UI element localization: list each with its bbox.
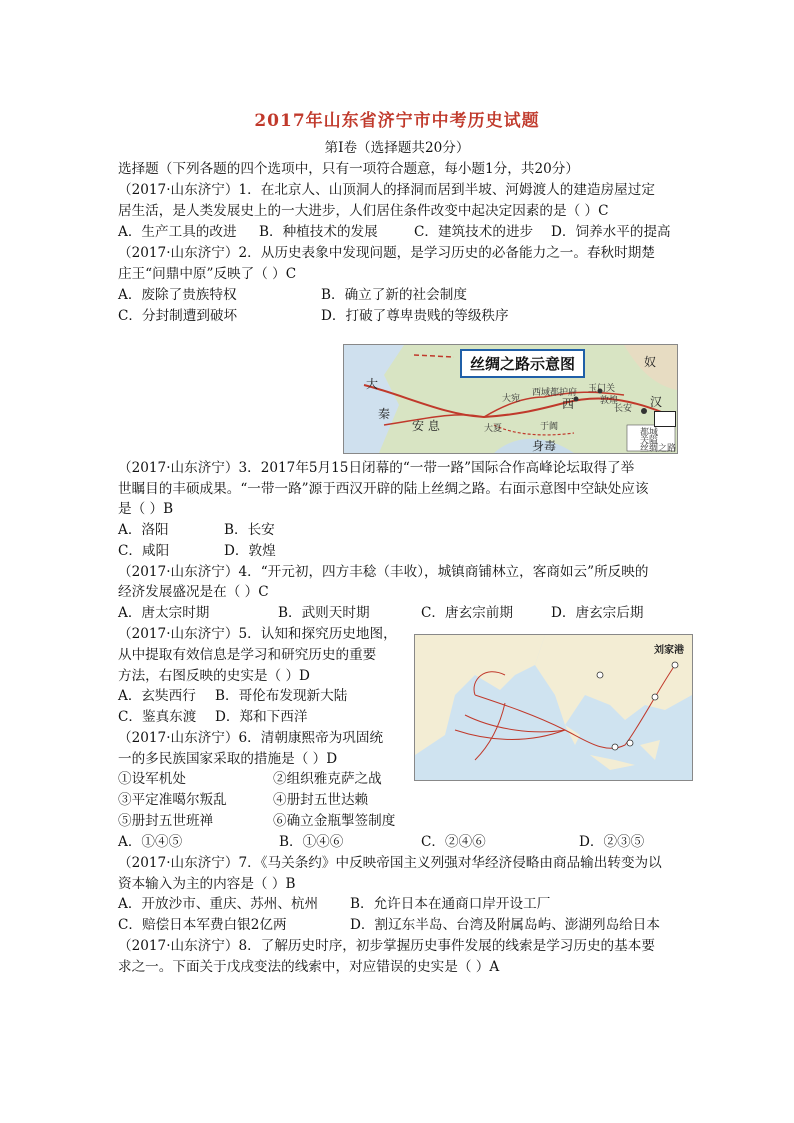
q5-option-b: B．哥伦布发现新大陆: [215, 688, 348, 704]
q6-item-5: ⑤册封五世班禅: [118, 813, 214, 829]
q4-option-b: B．武则天时期: [278, 605, 370, 621]
map1-blank-box: [654, 411, 676, 427]
q4-option-a: A．唐太宗时期: [118, 605, 210, 621]
map2-label-liujiagang: 刘家港: [654, 645, 684, 656]
q5-option-c: C．鉴真东渡: [118, 709, 197, 725]
q6-item-3: ③平定准噶尔叛乱: [118, 792, 227, 808]
q6-item-2: ②组织雅克萨之战: [273, 771, 382, 787]
silk-road-map-title: 丝绸之路示意图: [460, 349, 585, 378]
q6-option-b: B．①④⑥: [279, 834, 344, 850]
map1-label-daxia: 大夏: [484, 424, 503, 434]
q3-line2: 世瞩目的丰硕成果。“一带一路”源于西汉开辟的陆上丝绸之路。右面示意图中空缺处应该: [118, 481, 649, 497]
map1-label-qin: 秦: [378, 407, 391, 421]
map1-legend-capital: 都城: [640, 428, 659, 438]
q5-option-d: D．郑和下西洋: [215, 709, 308, 725]
map1-label-han: 汉: [650, 395, 663, 409]
q3-line1: （2017·山东济宁）3．2017年5月15日闭幕的“一带一路”国际合作高峰论坛取得了举: [118, 460, 635, 476]
q6-line2: 一的多民族国家采取的措施是（ ）D: [118, 751, 338, 767]
q8-line2: 求之一。下面关于戊戌变法的线索中，对应错误的史实是（ ）A: [118, 959, 500, 975]
map1-label-xiyu: 西域都护府: [532, 388, 578, 398]
q2-line1: （2017·山东济宁）2．从历史表象中发现问题，是学习历史的必备能力之一。春秋时期楚: [118, 245, 655, 261]
q2-line2: 庄王“问鼎中原”反映了（ ）C: [118, 266, 297, 282]
q1-option-d: D．饲养水平的提高: [551, 224, 671, 240]
map1-label-da: 大: [366, 377, 379, 391]
q5-line1: （2017·山东济宁）5．认知和探究历史地图，: [118, 626, 397, 642]
q8-line1: （2017·山东济宁）8．了解历史时序，初步掌握历史事件发展的线索是学习历史的基本要: [118, 938, 655, 954]
map1-label-yumenguan: 玉门关: [588, 384, 616, 394]
q6-option-d: D．②③⑤: [579, 834, 645, 850]
map1-label-dunhuang: 敦煌: [600, 396, 619, 406]
zheng-he-map: [414, 634, 693, 781]
q1-line2: 居生活，是人类发展史上的一大进步，人们居住条件改变中起决定因素的是（ ）C: [118, 203, 609, 219]
q6-option-a: A．①④⑤: [118, 834, 183, 850]
q1-line1: （2017·山东济宁）1．在北京人、山顶洞人的择洞而居到半坡、河姆渡人的建造房屋过定: [118, 182, 655, 198]
zheng-he-map-graphic: [415, 635, 692, 780]
q5-line2: 从中提取有效信息是学习和研究历史的重要: [118, 647, 377, 663]
map1-label-nu: 奴: [644, 355, 657, 369]
q7-option-a: A．开放沙市、重庆、苏州、杭州: [118, 896, 319, 912]
map1-label-yutian: 于阗: [540, 422, 559, 432]
section-title: 第Ⅰ卷（选择题共20分）: [324, 140, 470, 156]
q3-option-d: D．敦煌: [224, 543, 276, 559]
map1-legend-pass: 关隘: [640, 436, 659, 446]
q7-option-b: B．允许日本在通商口岸开设工厂: [350, 896, 551, 912]
q4-option-d: D．唐玄宗后期: [551, 605, 644, 621]
map1-label-dayuan: 大宛: [502, 394, 521, 404]
q7-option-c: C．赔偿日本军费白银2亿两: [118, 917, 287, 933]
q6-item-4: ④册封五世达赖: [273, 792, 369, 808]
q3-option-b: B．长安: [224, 522, 275, 538]
map1-label-changan: 长安: [614, 404, 633, 414]
q1-option-b: B．种植技术的发展: [259, 224, 378, 240]
silk-road-map: [343, 344, 678, 454]
q5-line3: 方法，右图反映的史实是（ ）D: [118, 668, 310, 684]
instructions: 选择题（下列各题的四个选项中，只有一项符合题意，每小题1分，共20分）: [118, 161, 579, 177]
map1-label-anxi: 安 息: [412, 419, 440, 433]
q6-line1: （2017·山东济宁）6．清朝康熙帝为巩固统: [118, 730, 384, 746]
q3-line3: 是（ ）B: [118, 501, 174, 517]
map1-legend-route: 丝绸之路: [640, 444, 677, 454]
q4-option-c: C．唐玄宗前期: [421, 605, 513, 621]
q2-option-b: B．确立了新的社会制度: [321, 287, 467, 303]
q3-option-c: C．咸阳: [118, 543, 170, 559]
q2-option-d: D．打破了尊卑贵贱的等级秩序: [321, 308, 509, 324]
q6-option-c: C．②④⑥: [421, 834, 486, 850]
q1-option-c: C．建筑技术的进步: [414, 224, 534, 240]
q6-item-6: ⑥确立金瓶掣签制度: [273, 813, 396, 829]
map1-label-shendu: 身毒: [532, 439, 557, 453]
q7-line1: （2017·山东济宁）7．《马关条约》中反映帝国主义列强对华经济侵略由商品输出转变为以: [118, 855, 662, 871]
q6-item-1: ①设军机处: [118, 771, 186, 787]
q7-option-d: D．割辽东半岛、台湾及附属岛屿、澎湖列岛给日本: [350, 917, 660, 933]
document-title: 2017年山东省济宁市中考历史试题: [254, 111, 540, 131]
q1-option-a: A．生产工具的改进: [118, 224, 237, 240]
q7-line2: 资本输入为主的内容是（ ）B: [118, 876, 296, 892]
q4-line2: 经济发展盛况是在（ ）C: [118, 584, 269, 600]
q3-option-a: A．洛阳: [118, 522, 169, 538]
q2-option-c: C．分封制遭到破坏: [118, 308, 238, 324]
q4-line1: （2017·山东济宁）4．“开元初，四方丰稔（丰收），城镇商铺林立，客商如云”所反映的: [118, 564, 649, 580]
q2-option-a: A．废除了贵族特权: [118, 287, 237, 303]
map1-label-xi: 西: [562, 397, 575, 411]
q5-option-a: A．玄奘西行: [118, 688, 196, 704]
